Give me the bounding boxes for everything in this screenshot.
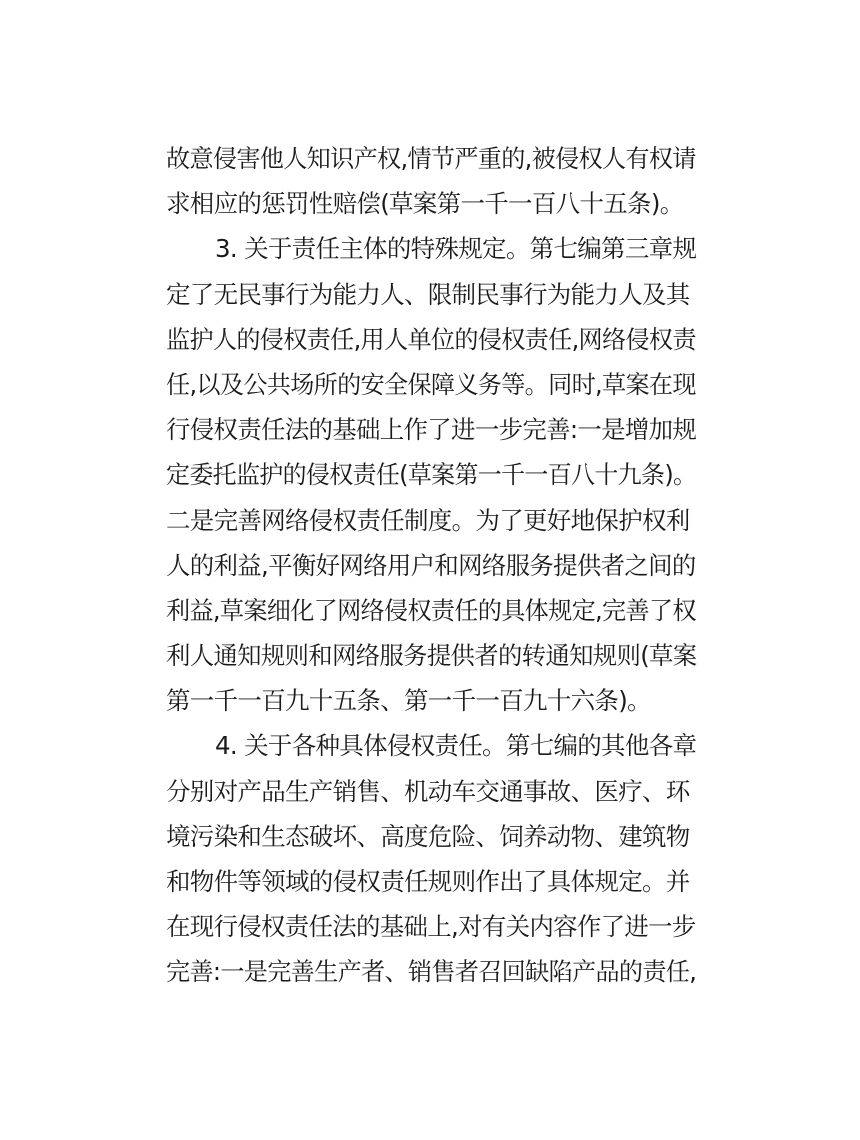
text-line: 行侵权责任法的基础上作了进一步完善:一是增加规 [166,415,697,445]
text-line: 境污染和生态破坏、高度危险、饲养动物、建筑物 [166,821,690,851]
text-line: 人的利益,平衡好网络用户和网络服务提供者之间的 [166,550,696,580]
text-line: 第一千一百九十五条、第一千一百九十六条)。 [166,686,651,716]
text-line: 二是完善网络侵权责任制度。为了更好地保护权利 [166,505,690,535]
paragraph-start-line: 4. 关于各种具体侵权责任。第七编的其他各章 [215,731,697,761]
body-text [166,136,696,995]
text-line: 在现行侵权责任法的基础上,对有关内容作了进一步 [166,912,696,942]
text-line: 定委托监护的侵权责任(草案第一千一百八十九条)。 [166,460,697,490]
text-line: 定了无民事行为能力人、限制民事行为能力人及其 [166,279,690,309]
text-line: 求相应的惩罚性赔偿(草案第一千一百八十五条)。 [166,189,684,219]
text-line: 监护人的侵权责任,用人单位的侵权责任,网络侵权责 [166,324,696,354]
text-line: 利益,草案细化了网络侵权责任的具体规定,完善了权 [166,595,696,625]
text-line: 完善:一是完善生产者、销售者召回缺陷产品的责任, [166,957,697,987]
text-line: 利人通知规则和网络服务提供者的转通知规则(草案 [166,641,697,671]
text-line: 故意侵害他人知识产权,情节严重的,被侵权人有权请 [166,144,696,173]
text-line: 任,以及公共场所的安全保障义务等。同时,草案在现 [166,369,696,399]
paragraph-start-line: 3. 关于责任主体的特殊规定。第七编第三章规 [215,234,697,264]
text-line: 分别对产品生产销售、机动车交通事故、医疗、环 [166,776,690,806]
text-line: 和物件等领域的侵权责任规则作出了具体规定。并 [166,867,690,896]
